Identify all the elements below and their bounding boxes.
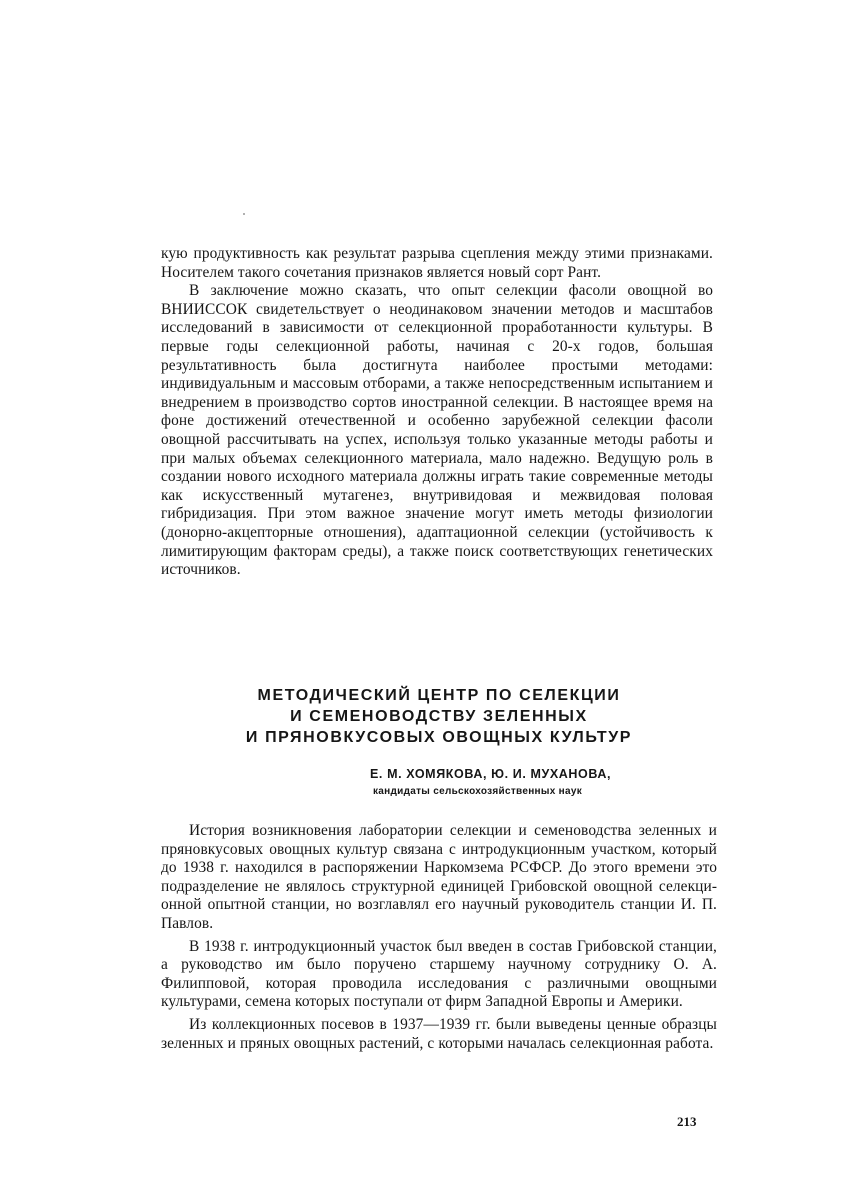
print-speck	[243, 213, 245, 215]
page-number: 213	[677, 1114, 697, 1129]
article-body	[161, 822, 717, 1053]
article-title-line-1: МЕТОДИЧЕСКИЙ ЦЕНТР ПО СЕЛЕКЦИИ	[257, 687, 621, 704]
body-paragraph-1: История возникновения лаборатории селекции и семеноводства зеленных и пряновкусовых овощных культур связана с интродукционным участком, который до 1938 г. находился в распоряжении Наркомзема РСФСР. До этого времени это подразделение не являлось структурной единицей Грибовской овощной селекционной опытной станции, но возглавлял его научный руководитель станции И. П. Павлов.	[161, 822, 717, 932]
continuation-paragraph-1: кую продуктивность как результат разрыва сцепления между этими признаками. Носителем такого сочетания признаков является новый сорт Рант.	[161, 245, 713, 281]
conclusion-paragraph: В заключение можно сказать, что опыт селекции фасоли овощной во ВНИИССОК свидетельствует о неодинаковом значении методов и масштабов исследований в зависимости от селекционной проработанности культуры. В первые годы селекционной работы, начиная с 20-х годов, большая результативность была достигнута наиболее простыми методами: индивидуальным и массовым отборами, а также непосредственным испытанием и внедрением в производство сортов иностранной селекции. В настоящее время на фоне достижений отечественной и особенно зарубежной селекции фасоли овощной рассчитывать на успех, используя только указанные методы работы и при малых объемах селекционного материала, мало надежно. Ведущую роль в создании нового исходного материала должны играть такие современные методы как искусственный мутагенез, внутривидовая и межвидовая половая гибридизация. При этом важное значение могут иметь методы физиологии (донорно-акцепторные отношения), адаптационной селекции (устойчивость к лимитирующим факторам среды), а также поиск соответствующих генетических источников.	[161, 282, 713, 579]
article-authors: Е. М. ХОМЯКОВА, Ю. И. МУХАНОВА,	[370, 767, 612, 781]
article-title-line-2: И СЕМЕНОВОДСТВУ ЗЕЛЕННЫХ	[290, 708, 588, 725]
author-affiliation: кандидаты сельскохозяйственных наук	[373, 786, 583, 797]
body-paragraph-3: Из коллекционных посевов в 1937—1939 гг. были выведены ценные образцы зеленных и пряных овощных растений, с которыми началась селекционная работа.	[161, 1015, 717, 1052]
article-continuation	[161, 245, 713, 580]
article-title	[161, 685, 717, 748]
body-paragraph-2: В 1938 г. интродукционный участок был введен в состав Грибовской станции, а руководство им было поручено старшему научному сотруднику О. А. Филипповой, которая проводила исследования с различными овощными культурами, семена которых поступали от фирм Западной Европы и Америки.	[161, 937, 717, 1011]
article-title-line-3: И ПРЯНОВКУСОВЫХ ОВОЩНЫХ КУЛЬТУР	[245, 729, 633, 746]
